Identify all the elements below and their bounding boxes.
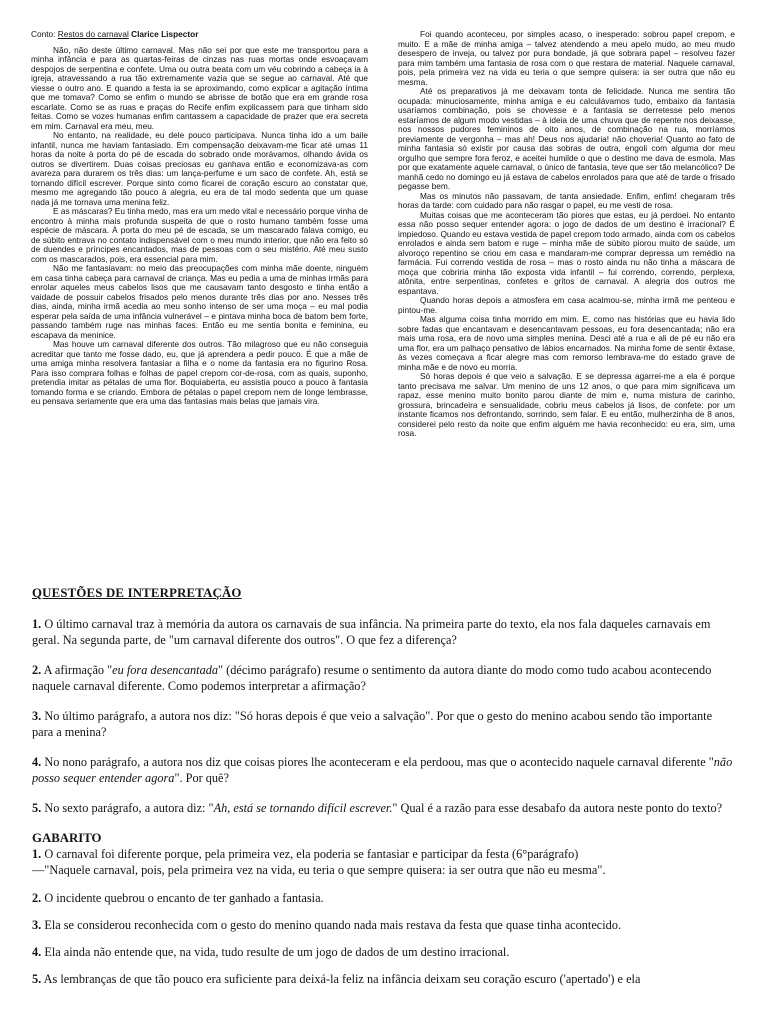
question-item [32,662,736,694]
question-text: O último carnaval traz à memória da autora os carnavais de sua infância. Na primeira parte do texto, ela nos fala daqueles carnavais em geral. Na segunda parte, de "um carnaval diferente dos outros". O que fez a diferença? [32,617,711,647]
answer-number: 5. [32,972,42,986]
questions-heading: QUESTÕES DE INTERPRETAÇÃO [32,586,242,600]
answer-text: O incidente quebrou o encanto de ter ganhado a fantasia. [44,891,324,905]
question-number: 1. [32,617,42,631]
question-item [32,616,736,648]
answer-number: 1. [32,847,42,861]
question-quote: não posso sequer entender agora [32,755,733,785]
story-paragraph: Mas os minutos não passavam, de tanta ansiedade. Enfim, enfim! chegaram três horas da tarde: com cuidado para não rasgar o papel, eu me vesti de rosa. [398,190,735,210]
question-text-pre: A afirmação " [43,663,113,677]
story-left-column [31,30,368,575]
question-item [32,708,736,740]
story-label: Conto: [31,30,56,39]
story-paragraph: No entanto, na realidade, eu dele pouco participava. Nunca tinha ido a um baile infantil, nunca me haviam fantasiado. Em compensação deixavam-me ficar até umas 11 horas da noite à porta do pé de escada do sobrado onde morávamos, olhando ávida os outros se divertirem. Duas coisas preciosas eu ganhava então e economizava-as com avareza para durarem os três dias: um lança-perfume e um saco de confete. Ah, está se tornando difícil escrever. Porque sinto como ficarei de coração escuro ao constatar que, mesmo me agregando tão pouco à alegria, eu era de tal modo sedenta que um quase nada já me tornava uma menina feliz. [31,130,368,207]
story-paragraph: Só horas depois é que veio a salvação. E se depressa agarrei-me a ela é porque tanto precisava me salvar. Um menino de uns 12 anos, o que para mim significava um rapaz, esse menino muito bonito parou diante de mim e, numa mistura de carinho, grossura, brincadeira e sensualidade, cobriu meus cabelos já lisos, de confete: por um instante ficamos nos defrontando, sorrindo, sem falar. E eu então, mulherzinha de 8 anos, considerei pelo resto da noite que enfim alguém me havia reconhecido: eu era, sim, uma rosa. [398,371,735,438]
answer-item [32,890,736,906]
story-paragraph: Muitas coisas que me aconteceram tão piores que estas, eu já perdoei. No entanto essa não posso sequer entender agora: o jogo de dados de um destino é irracional? É impiedoso. Quando eu estava vestida de papel crepom todo armado, ainda com os cabelos enrolados e ainda sem batom e ruge – minha mãe de súbito piorou muito de saúde, um alvoroço repentino se criou em casa e mandaram-me comprar depressa um remédio na farmácia. Fui correndo vestida de rosa – mas o rosto ainda nu não tinha a máscara de moça que cobriria minha tão exposta vida infantil – fui correndo, correndo, perplexa, atônita, entre serpentinas, confetes e gritos de carnaval. A alegria dos outros me espantava. [398,209,735,296]
answer-text: O carnaval foi diferente porque, pela primeira vez, ela poderia se fantasiar e participar da festa (6°parágrafo) [44,847,579,861]
question-text-pre: No nono parágrafo, a autora nos diz que coisas piores lhe aconteceram e ela perdoou, mas que o acontecido naquele carnaval diferente " [44,755,714,769]
answer-text: As lembranças de que tão pouco era suficiente para deixá-la feliz na infância deixam seu coração escuro ('apertado') e ela [43,972,641,986]
answer-text-quote: —"Naquele carnaval, pois, pela primeira vez na vida, eu teria o que sempre quisera: ia ser outra que não eu mesma". [32,863,606,877]
question-number: 2. [32,663,42,677]
answer-item [32,944,736,960]
answer-number: 3. [32,918,42,932]
question-number: 4. [32,755,42,769]
question-text-pre: No sexto parágrafo, a autora diz: " [44,801,214,815]
story-paragraph: Mas houve um carnaval diferente dos outros. Tão milagroso que eu não conseguia acreditar que tanto me fosse dado, eu, que já aprendera a pedir pouco. É que a mãe de uma amiga minha resolvera fantasiar a filha e o nome da fantasia era no figurino Rosa. Para isso comprara folhas e folhas de papel crepom cor-de-rosa, com as quais, suponho, pretendia imitar as pétalas de uma flor. Boquiaberta, eu assistia pouco a pouco à fantasia tomando forma e se criando. Embora de pétalas o papel crepom nem de longe lembrasse, eu pensava seriamente que era uma das fantasias mais belas que jamais vira. [31,339,368,406]
question-text-post: " (décimo parágrafo) resume o sentimento da autora diante do modo como tudo acabou acontecendo naquele carnaval diferente. Como podemos interpretar a afirmação? [32,663,712,693]
question-quote: Ah, está se tornando difícil escrever. [213,801,393,815]
answer-text: Ela se considerou reconhecida com o gesto do menino quando nada mais restava da festa que quase tinha acontecido. [44,918,622,932]
answer-item [32,846,736,878]
answer-item [32,917,736,933]
story-header [31,30,368,40]
story-paragraph: E as máscaras? Eu tinha medo, mas era um medo vital e necessário porque vinha de encontro à minha mais profunda suspeita de que o rosto humano também fosse uma espécie de máscara. À porta do meu pé de escada, se um mascarado falava comigo, eu de súbito entrava no contato indispensável com o meu mundo interior, que não era feito só de duendes e príncipes encantados, mas de pessoas com o seu mistério. Até meu susto com os mascarados, pois, era essencial para mim. [31,206,368,264]
question-number: 5. [32,801,42,815]
questions-section [32,585,736,1021]
question-text-post: ". Por quê? [174,771,229,785]
story-paragraph: Foi quando aconteceu, por simples acaso, o inesperado: sobrou papel crepom, e muito. E a mãe de minha amiga – talvez atendendo a meu apelo mudo, ao meu mudo desespero de inveja, ou talvez por pura bondade, já que sobrara papel – resolveu fazer para mim também uma fantasia de rosa com o que restara de material. Naquele carnaval, pois, pela primeira vez na vida eu teria o que sempre quisera: ia ser outra que não eu mesma. [398,30,735,87]
answer-number: 4. [32,945,42,959]
story-paragraph: Mas alguma coisa tinha morrido em mim. E, como nas histórias que eu havia lido sobre fadas que encantavam e desencantavam pessoas, eu fora desencantada; não era mais uma rosa, era de novo uma simples menina. Desci até a rua e ali de pé eu não era uma flor, era um palhaço pensativo de lábios encarnados. Na minha fome de sentir êxtase, às vezes começava a ficar alegre mas com remorso lembrava-me do estado grave de minha mãe e de novo eu morria. [398,314,735,372]
question-text-post: " Qual é a razão para esse desabafo da autora neste ponto do texto? [392,801,723,815]
answers-heading: GABARITO [32,831,102,845]
story-right-column [398,30,735,575]
question-text: No último parágrafo, a autora nos diz: "Só horas depois é que veio a salvação". Por que o gesto do menino acabou sendo tão importante para a menina? [32,709,713,739]
story-title: Restos do carnaval [57,30,129,39]
question-item [32,754,736,786]
story-paragraph: Até os preparativos já me deixavam tonta de felicidade. Nunca me sentira tão ocupada: minuciosamente, minha amiga e eu calculávamos tudo, embaixo da fantasia usaríamos combinação, pois se chovesse e a fantasia se derretesse pelo menos estaríamos de algum modo vestidas – à ideia de uma chuva que de repente nos deixasse, nos nossos pudores femininos de oito anos, de combinação na rua, morríamos previamente de vergonha – mas ah! Deus nos ajudaria! não choveria! Quanto ao fato de minha fantasia só existir por causa das sobras de outra, engoli com alguma dor meu orgulho que sempre fora feroz, e aceitei humilde o que o destino me dava de esmola. Mas por que exatamente aquele carnaval, o único de fantasia, teve que ser tão melancólico? De manhã cedo no domingo eu já estava de cabelos enrolados para que até de tarde o frisado pegasse bem. [398,86,735,191]
question-quote: eu fora desencantada [112,663,219,677]
story-paragraph: Não me fantasiavam: no meio das preocupações com minha mãe doente, ninguém em casa tinha cabeça para carnaval de criança. Mas eu pedia a uma de minhas irmãs para enrolar aqueles meus cabelos lisos que me causavam tanto desgosto e tinha então a vaidade de possuir cabelos frisados pelo menos durante três dias por ano. Nesses três dias, ainda, minha irmã acedia ao meu sonho intenso de ser uma moça – eu mal podia esperar pela saída de uma infância vulnerável – e pintava minha boca de batom bem forte, passando também ruge nas minhas faces. Então eu me sentia bonita e feminina, eu escapava da meninice. [31,263,368,340]
question-item [32,800,736,816]
answer-text: Ela ainda não entende que, na vida, tudo resulte de um jogo de dados de um destino irracional. [44,945,510,959]
story-author: Clarice Lispector [131,30,199,39]
story-columns [31,30,735,575]
story-paragraph: Não, não deste último carnaval. Mas não sei por que este me transportou para a minha infância e para as quartas-feiras de cinzas nas ruas mortas onde esvoaçavam despojos de serpentina e confete. Uma ou outra beata com um véu cobrindo a cabeça ia à igreja, atravessando a rua tão extremamente vazia que se segue ao carnaval. Até que viesse o outro ano. E quando a festa ia se aproximando, como explicar a agitação íntima que me tomava? Como se enfim o mundo se abrisse de botão que era em grande rosa escarlate. Como se as ruas e praças do Recife enfim explicassem para que tinham sido feitas. Como se vozes humanas enfim cantassem a capacidade de prazer que era secreta em mim. Carnaval era meu, meu. [31,44,368,131]
answer-item [32,971,736,987]
story-paragraph: Quando horas depois a atmosfera em casa acalmou-se, minha irmã me penteou e pintou-me. [398,295,735,315]
question-number: 3. [32,709,42,723]
answer-number: 2. [32,891,42,905]
